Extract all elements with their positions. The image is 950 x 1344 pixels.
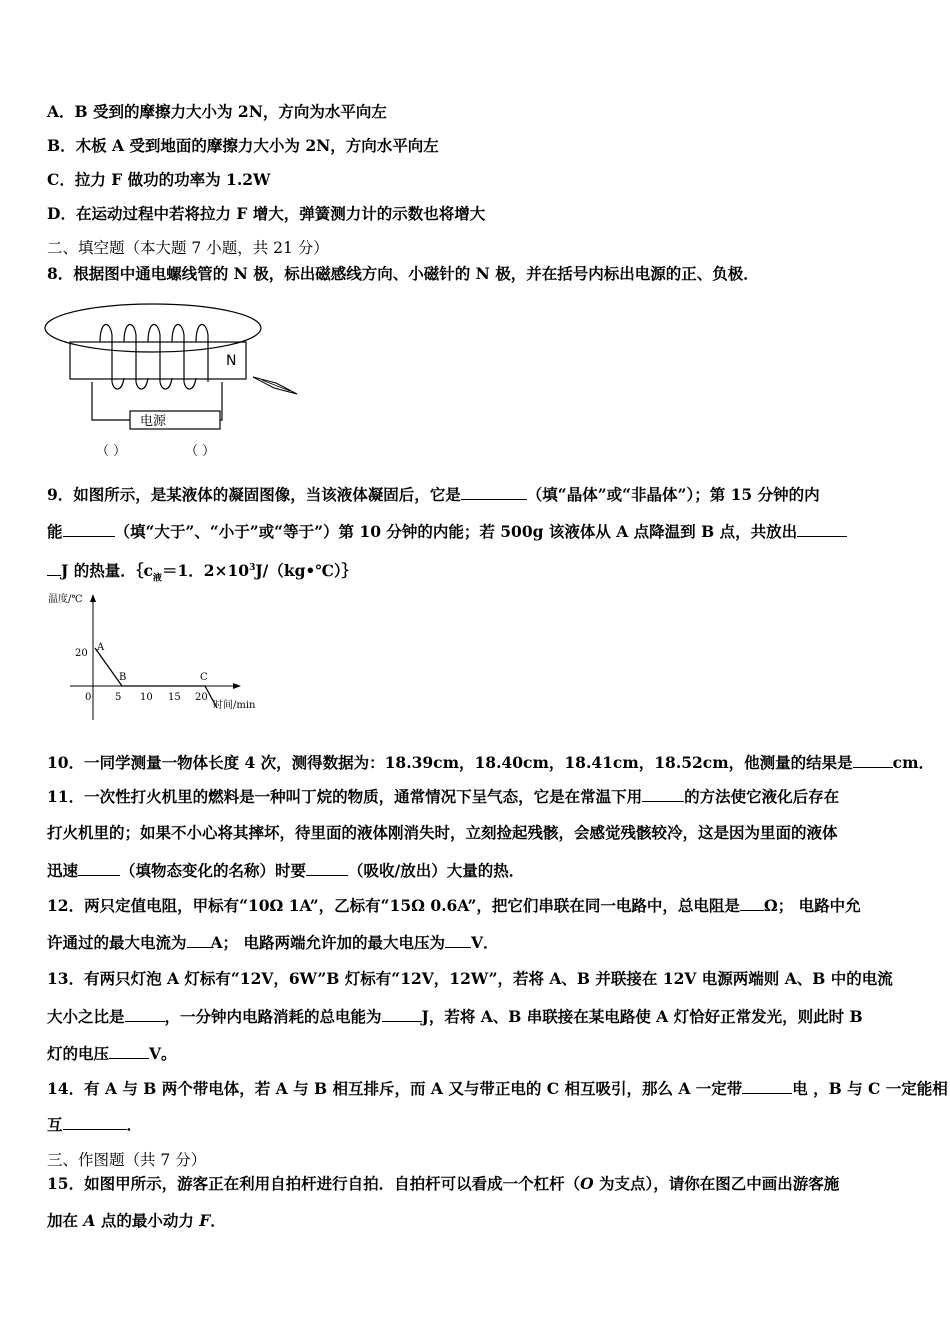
q14-line-2: 互 ． xyxy=(47,1115,143,1134)
graph-point-c: C xyxy=(200,672,208,683)
q8-solenoid-figure xyxy=(40,300,310,465)
graph-x-label: 时间/min xyxy=(213,700,256,711)
q9-solidification-graph xyxy=(45,590,275,725)
q9-blank-3a xyxy=(797,521,847,537)
graph-y-label: 温度/℃ xyxy=(48,594,83,605)
q12-blank-3 xyxy=(445,932,471,948)
q13-blank-2 xyxy=(382,1006,422,1022)
q7-option-a: A．B 受到的摩擦力大小为 2N，方向为水平向左 xyxy=(47,102,387,121)
q13-blank-1 xyxy=(125,1006,165,1022)
q12-line-1: 12．两只定值电阻，甲标有“10Ω 1A”，乙标有“15Ω 0.6A”，把它们串联在同一电路中，总电阻是 Ω； 电路中允 xyxy=(47,896,861,915)
q9-line-2: 能 （填“大于”、“小于”或“等于”）第 10 分钟的内能；若 500g 该液体从 A 点降温到 B 点，共放出 xyxy=(47,521,847,542)
solenoid-core xyxy=(70,342,246,379)
q12-line-2: 许通过的最大电流为 A； 电路两端允许加的最大电压为 V． xyxy=(47,933,499,952)
graph-x-tick-20: 20 xyxy=(195,692,208,703)
bracket-right: （ ） xyxy=(185,444,216,459)
graph-x-tick-0: 0 xyxy=(85,692,92,703)
q13-line-1: 13．有两只灯泡 A 灯标有“12V，6W”B 灯标有“12V，12W”，若将 A、B 并联接在 12V 电源两端则 A、B 中的电流 xyxy=(47,969,893,988)
q8-text: 8．根据图中通电螺线管的 N 极，标出磁感线方向、小磁针的 N 极，并在括号内标出电源的正、负极． xyxy=(47,264,759,283)
graph-x-tick-10: 10 xyxy=(140,692,153,703)
q10-text: 10．一同学测量一物体长度 4 次，测得数据为：18.39cm，18.40cm，18.41cm，18.52cm，他测量的结果是 cm． xyxy=(47,753,934,772)
q9-blank-1 xyxy=(461,484,527,500)
graph-x-tick-15: 15 xyxy=(168,692,181,703)
n-pole-label: N xyxy=(226,353,237,369)
power-source-label: 电源 xyxy=(140,414,167,429)
magnetic-field-loop xyxy=(45,304,261,352)
q11-blank-3 xyxy=(306,860,348,876)
q11-blank-1 xyxy=(642,786,684,802)
q9-line-1: 9．如图所示，是某液体的凝固图像，当该液体凝固后，它是 （填“晶体”或“非晶体”）；第 15 分钟的内 xyxy=(47,485,820,504)
q11-blank-2 xyxy=(78,860,120,876)
q7-option-d: D．在运动过程中若将拉力 F 增大，弹簧测力计的示数也将增大 xyxy=(47,204,486,223)
q15-line-2: 加在 A 点的最小动力 F． xyxy=(47,1211,226,1230)
q12-blank-2 xyxy=(187,932,211,948)
q14-blank-2 xyxy=(63,1114,127,1130)
q13-line-2: 大小之比是 ，一分钟内电路消耗的总电能为 J，若将 A、B 串联接在某电路使 A 灯恰好正常发光，则此时 B xyxy=(47,1007,863,1026)
q11-line-2: 打火机里的；如果不小心将其摔坏，待里面的液体刚消失时，立刻捡起残骸，会感觉残骸较冷，这是因为里面的液体 xyxy=(47,823,838,842)
graph-x-tick-5: 5 xyxy=(115,692,122,703)
section-2-title: 二、填空题（本大题 7 小题，共 21 分） xyxy=(47,239,329,257)
q9-blank-2 xyxy=(63,521,115,537)
q9-line-3: J 的热量．$\{c_液=1$．$2\times 10^3J/(kg•℃)\}$ xyxy=(47,558,357,588)
q9-blank-3b xyxy=(47,560,61,576)
q13-line-3: 灯的电压 V。 xyxy=(47,1044,177,1063)
q7-option-b: B．木板 A 受到地面的摩擦力大小为 2N，方向水平向左 xyxy=(47,136,439,155)
q11-line-3: 迅速 （填物态变化的名称）时要 （吸收/放出）大量的热． xyxy=(47,861,525,880)
q13-blank-3 xyxy=(109,1043,149,1059)
q14-line-1: 14．有 A 与 B 两个带电体，若 A 与 B 相互排斥，而 A 又与带正电的 C 相互吸引，那么 A 一定带 电 ，B 与 C 一定能相 xyxy=(47,1079,948,1098)
q14-blank-1 xyxy=(742,1078,792,1094)
q15-line-1: 15．如图甲所示，游客正在利用自拍杆进行自拍．自拍杆可以看成一个杠杆（O 为支点），请你在图乙中画出游客施 xyxy=(47,1174,840,1193)
section-3-title: 三、作图题（共 7 分） xyxy=(47,1151,207,1169)
graph-y-tick-20: 20 xyxy=(75,648,88,659)
q12-blank-1 xyxy=(740,895,764,911)
q11-line-1: 11．一次性打火机里的燃料是一种叫丁烷的物质，通常情况下呈气态，它是在常温下用 的方法使它液化后存在 xyxy=(47,787,840,806)
q7-option-c: C．拉力 F 做功的功率为 1.2W xyxy=(47,170,271,189)
bracket-left: （ ） xyxy=(96,444,127,459)
graph-point-a: A xyxy=(97,642,105,653)
graph-point-b: B xyxy=(119,672,127,683)
q10-blank xyxy=(853,752,893,768)
